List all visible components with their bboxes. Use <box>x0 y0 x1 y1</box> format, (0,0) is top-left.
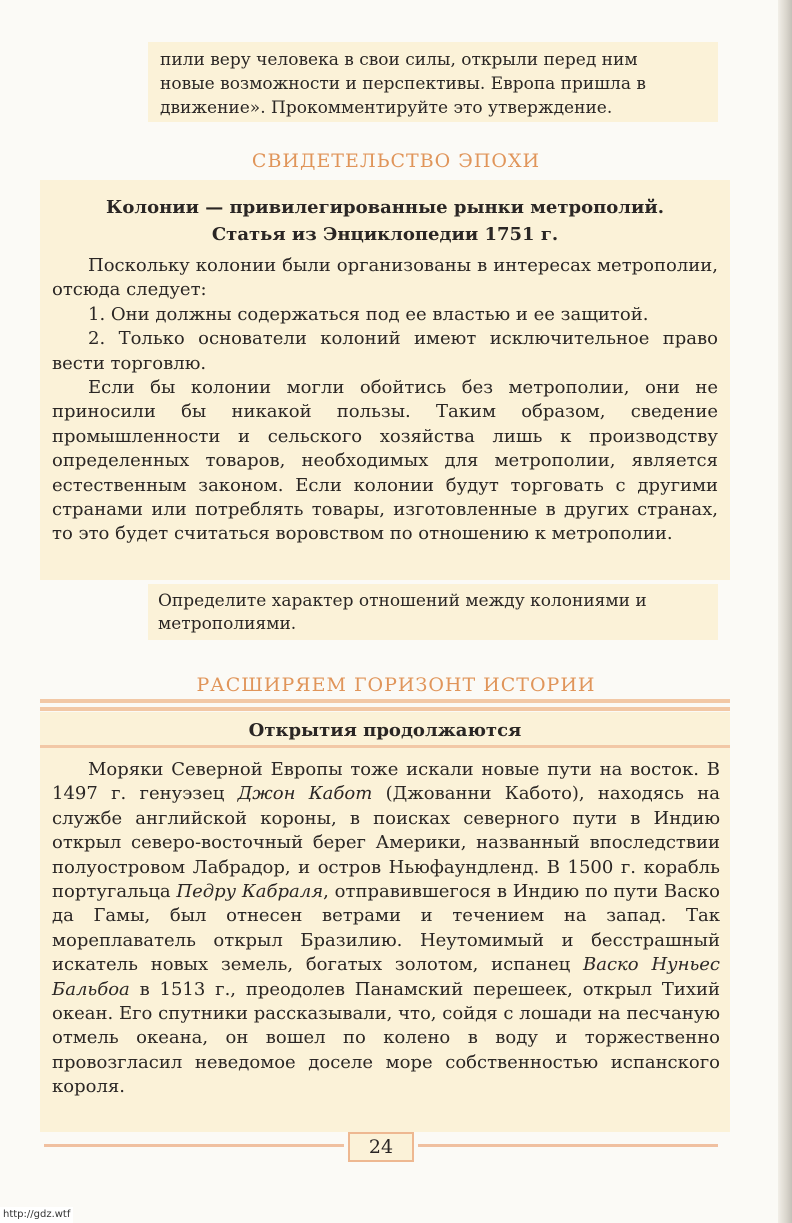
person-name: Джон Кабот <box>237 783 373 805</box>
task-text <box>148 42 718 120</box>
watermark-link[interactable]: http://gdz.wtf <box>0 1207 73 1223</box>
footer-rule-left <box>44 1144 344 1147</box>
source-heading <box>40 194 730 248</box>
task-box <box>148 42 718 122</box>
footer-rule-right <box>418 1144 718 1147</box>
source-paragraph: Поскольку колонии были организованы в интересах метрополии, отсюда следует: <box>52 255 718 301</box>
task-line-1: пили веру человека в свои силы, открыли перед ним <box>160 50 638 70</box>
extension-heading: Открытия продолжаются <box>248 720 522 741</box>
decorative-band <box>40 745 730 748</box>
question-box <box>148 584 718 640</box>
section-title-evidence: СВИДЕТЕЛЬСТВО ЭПОХИ <box>251 150 541 172</box>
source-paragraph: 2. Только основатели колоний имеют исключительное право вести торговлю. <box>52 328 718 374</box>
page-edge-shadow <box>778 0 792 1223</box>
person-name: Педру Кабраля <box>176 881 324 903</box>
task-line-3: движение». Прокомментируйте это утверждение. <box>160 98 613 118</box>
extension-text <box>52 758 720 1100</box>
page-number: 24 <box>348 1132 414 1162</box>
source-paragraph: Если бы колонии могли обойтись без метрополии, они не приносили бы никакой пользы. Таким образом, сведение промышленности и сельского хозяйства лишь к производству определенных товаров, необходимых для метрополии, является естественным законом. Если колонии будут торговать с другими странами или потреблять товары, изготовленные в других странах, то это будет считаться воровством по отношению к метрополии. <box>52 377 718 545</box>
extension-paragraph: Моряки Северной Европы тоже искали новые пути на восток. В 1497 г. генуэзец Джон Кабот (Джованни Кабото), находясь на службе английской короны, в поисках северного пути в Индию открыл северо-восточный берег Америки, названный впоследствии полуостровом Лабрадор, и остров Ньюфаундленд. В 1500 г. корабль португальца Педру Кабраля, отправившегося в Индию по пути Васко да Гамы, был отнесен ветрами и течением на запад. Так мореплаватель открыл Бразилию. Неутомимый и бесстрашный искатель новых земель, богатых золотом, испанец Васко Нуньес Бальбоа в 1513 г., преодолев Панамский перешеек, открыл Тихий океан. Его спутники рассказывали, что, сойдя с лошади на песчаную отмель океана, он вошел по колено в воду и торжественно провозгласил неведомое доселе море собственностью испанского короля. <box>52 759 720 1098</box>
source-heading-line-2: Статья из Энциклопедии 1751 г. <box>211 224 559 245</box>
source-text <box>52 254 718 547</box>
task-line-2: новые возможности и перспективы. Европа пришла в <box>160 74 646 94</box>
decorative-band <box>40 707 730 711</box>
section-title-horizon: РАСШИРЯЕМ ГОРИЗОНТ ИСТОРИИ <box>196 674 596 696</box>
person-name: Васко Нуньес Бальбоа <box>52 954 720 1000</box>
question-text: Определите характер отношений между колониями и метрополиями. <box>158 591 647 634</box>
source-paragraph: 1. Они должны содержаться под ее властью и ее защитой. <box>88 303 649 325</box>
source-heading-line-1: Колонии — привилегированные рынки метрополий. <box>106 197 664 218</box>
decorative-band <box>40 699 730 703</box>
